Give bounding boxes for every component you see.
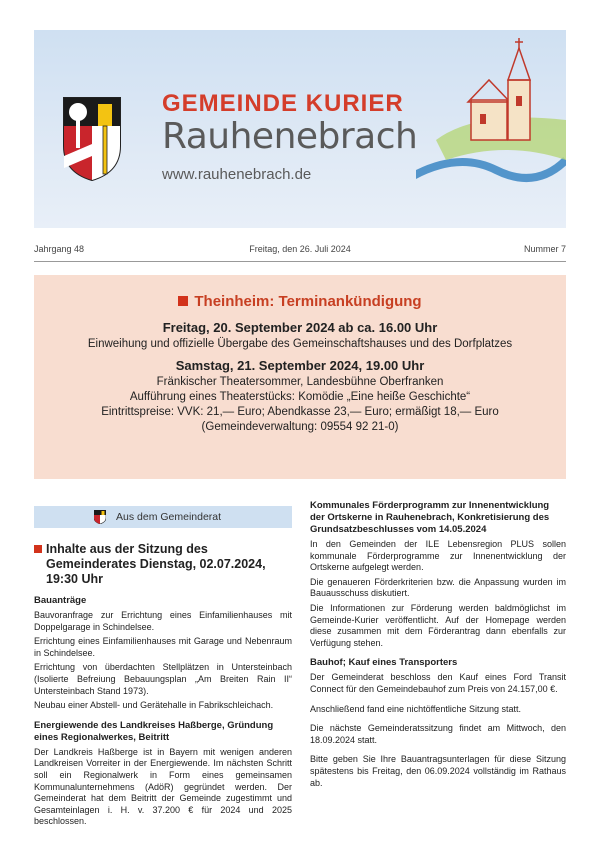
red-square-icon [34,545,42,553]
masthead-url[interactable]: www.rauhenebrach.de [162,166,312,183]
paragraph: Die genaueren Förderkriterien bzw. die Anpassung wurden im Bauausschuss diskutiert. [310,576,566,599]
paragraph: Anschließend fand eine nichtöffentliche Sitzung statt. [310,703,521,714]
issue-volume: Jahrgang 48 [34,244,85,254]
issue-number: Nummer 7 [523,244,566,254]
paragraph: Der Gemeinderat beschloss den Kauf eines Ford Transit Connect für den Gemeindebauhof zum Preis von 24.157,00 €. [310,672,566,694]
masthead-title-main: Rauhenebrach [162,116,418,157]
coat-of-arms-icon [62,96,122,182]
paragraph: Errichtung von überdachten Stellplätzen in Untersteinbach (Isolierte Befreiung Bebauungsplan „Am Breiten Rain II“ Untersteinbach Stand 1973). [34,662,292,696]
paragraph: Neubau einer Abstell- und Gerätehalle in Fabrikschleichach. [34,700,274,711]
subheading-bauhof: Bauhof; Kauf eines Transporters [310,657,458,669]
event1-description: Einweihung und offizielle Übergabe des Gemeinschaftshauses und des Dorfplatzes [87,338,513,350]
paragraph: Die nächste Gemeinderatssitzung findet am Mittwoch, den 18.09.2024 statt. [310,723,566,745]
paragraph: Die Informationen zur Förderung werden baldmöglichst im Gemeinde-Kurier veröffentlicht. Auf der Homepage werden diese zusammen mit dem Förderantrag dann ebenfalls zur Verfügung stehen. [310,602,566,648]
masthead-title-top: GEMEINDE KURIER [162,90,404,117]
masthead-banner [34,30,566,228]
announcement-box [34,275,566,479]
issue-info-line [34,244,566,262]
event2-line2: Aufführung eines Theaterstücks: Komödie „Eine heiße Geschichte“ [129,391,471,403]
subheading-bauantraege: Bauanträge [34,595,87,606]
session-heading: Inhalte aus der Sitzung des Gemeinderates Dienstag, 02.07.2024, 19:30 Uhr [34,542,292,587]
event1-date: Freitag, 20. September 2024 ab ca. 16.00 Uhr [162,320,438,335]
subheading-energiewende: Energiewende des Landkreises Haßberge, Gründung eines Regionalwerkes, Beitritt [34,719,274,743]
right-column [310,500,566,789]
event2-line3: Eintrittspreise: VVK: 21,— Euro; Abendkasse 23,— Euro; ermäßigt 18,— Euro [101,406,499,418]
paragraph: Errichtung eines Einfamilienhauses mit Garage und Nebenraum in Schindelsee. [34,636,292,658]
section-bar-gemeinderat [34,506,292,528]
subheading-foerderprogramm: Kommunales Förderprogramm zur Innenentwicklung der Ortskerne in Rauhenebrach, Konkretisierung des Grundsatzbeschlusses vom 14.05.2024 [310,500,550,535]
coat-of-arms-small-icon [94,510,106,524]
paragraph: In den Gemeinden der ILE Lebensregion PLUS sollen kommunale Förderprogramme zur Innenentwicklung der Ortskerne aufgelegt werden. [310,539,566,573]
left-column [34,506,292,828]
event2-line1: Fränkischer Theatersommer, Landesbühne Oberfranken [156,376,444,388]
announcement-heading: Theinheim: Terminankündigung [34,293,566,310]
issue-date: Freitag, den 26. Juli 2024 [249,244,351,254]
paragraph: Bitte geben Sie Ihre Bauantragsunterlagen für diese Sitzung spätestens bis Freitag, den 06.09.2024 vollständig im Rathaus ab. [310,754,566,788]
event2-date: Samstag, 21. September 2024, 19.00 Uhr [175,358,425,373]
red-square-icon [178,296,188,306]
section-label: Aus dem Gemeinderat [116,511,222,523]
event2-line4: (Gemeindeverwaltung: 09554 92 21-0) [201,421,399,433]
village-church-illustration [416,30,566,228]
paragraph: Der Landkreis Haßberge ist in Bayern mit wenigen anderen Landkreisen Vorreiter in der Energiewende. Im nächsten Schritt soll ein Regionalwerk in Form eines gemeinsamen Kommunalunternehmens (AdöR) gegründet werden. Der Gemeinderat hat dem Beitritt der Gemeinde zugestimmt und Gesamteinlagen i. H. v. 37.200 € für 2024 und 2025 beschlossen. [34,746,292,827]
paragraph: Bauvoranfrage zur Errichtung eines Einfamilienhauses mit Doppelgarage in Schindelsee. [34,610,292,632]
